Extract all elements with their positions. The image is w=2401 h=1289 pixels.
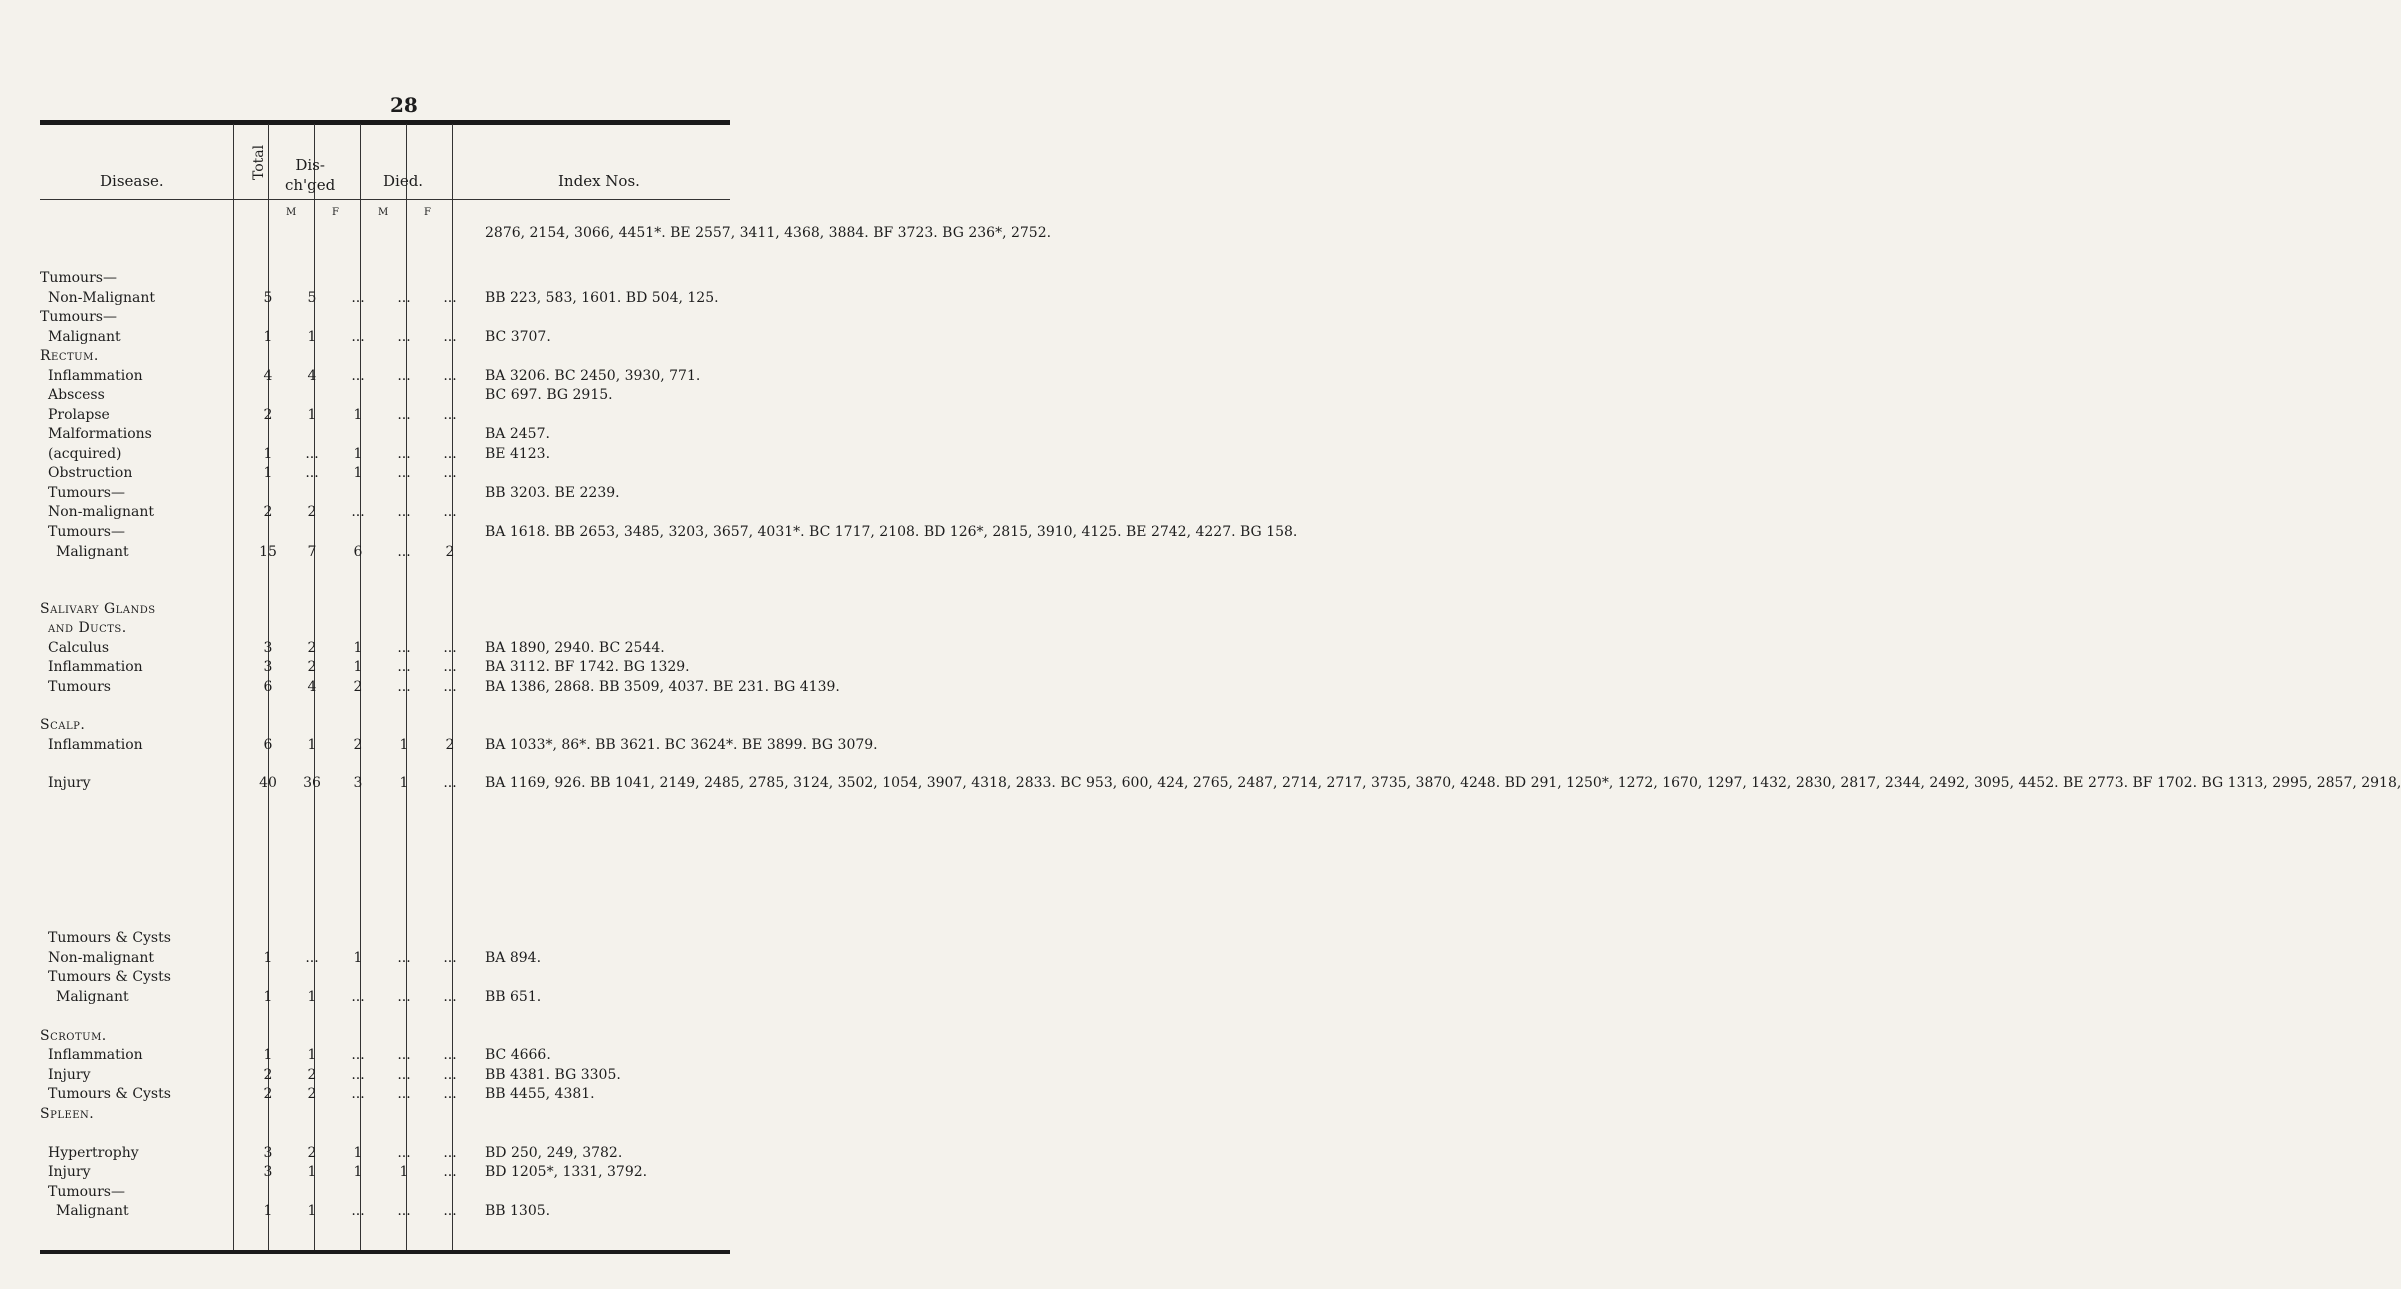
disease-cell: Tumours & Cysts [48,1086,171,1102]
died-f-cell: ... [443,1047,457,1063]
index-cell: BA 894. [485,950,542,966]
col-divider-1 [233,124,234,1250]
discharged-m-cell: 2 [307,1067,317,1083]
index-cell: BA 1618. BB 2653, 3485, 3203, 3657, 4031*. BC 1717, 2108. BD 126*, 2815, 3910, 4125. BE 2742, 4227. BG 158. [485,524,1298,540]
index-cell: BA 1386, 2868. BB 3509, 4037. BE 231. BG 4139. [485,679,840,695]
total-cell: 6 [263,679,273,695]
died-f-cell: ... [443,465,457,481]
died-f-cell: ... [443,329,457,345]
discharged-m-cell: 1 [307,989,317,1005]
disease-cell: Spleen. [40,1106,95,1122]
died-m-cell: ... [397,446,411,462]
total-cell: 4 [263,368,273,384]
died-m-cell: ... [397,1145,411,1161]
bottom-rule [40,1250,730,1254]
disease-cell: Scalp. [40,717,86,733]
disease-cell: Tumours & Cysts [48,969,171,985]
discharged-f-cell: ... [351,1203,365,1219]
disease-cell: Tumours— [40,309,117,325]
died-m-cell: 1 [399,775,409,791]
died-m-cell: 1 [399,737,409,753]
died-m-cell: ... [397,1047,411,1063]
discharged-f-cell: ... [351,1067,365,1083]
disease-cell: Tumours— [48,1184,125,1200]
discharged-f-cell: 3 [353,775,363,791]
disease-cell: Non-malignant [48,950,154,966]
died-m-cell: ... [397,659,411,675]
index-cell: BB 4455, 4381. [485,1086,595,1102]
died-f-cell: ... [443,290,457,306]
disease-cell: Scrotum. [40,1028,107,1044]
total-cell: 3 [263,1145,273,1161]
disease-cell: Obstruction [48,465,133,481]
died-f-cell: ... [443,775,457,791]
discharged-f-cell: 1 [353,407,363,423]
disease-cell: Tumours— [48,485,125,501]
header-total: Total [251,144,267,180]
total-cell: 40 [259,775,277,791]
discharged-m-cell: 2 [307,1145,317,1161]
died-m-cell: ... [397,544,411,560]
discharged-m-cell: 2 [307,1086,317,1102]
died-f-cell: ... [443,407,457,423]
died-m-cell: ... [397,329,411,345]
disease-cell: Non-Malignant [48,290,156,306]
discharged-m-cell: ... [305,465,319,481]
page-number: 28 [390,93,418,117]
total-cell: 2 [263,407,273,423]
died-f-cell: 2 [445,737,455,753]
disease-cell: Injury [48,775,91,791]
index-cell: BD 1205*, 1331, 3792. [485,1164,648,1180]
discharged-f-cell: ... [351,329,365,345]
discharged-f-cell: ... [351,290,365,306]
header-disease: Disease. [100,172,164,190]
disease-cell: Inflammation [48,659,143,675]
discharged-m-cell: 2 [307,504,317,520]
died-f-cell: ... [443,659,457,675]
disease-cell: Tumours & Cysts [48,930,171,946]
index-cell: BC 3707. [485,329,551,345]
discharged-f-cell: 2 [353,679,363,695]
discharged-f-cell: 6 [353,544,363,560]
index-cell: BB 1305. [485,1203,551,1219]
died-m-cell: ... [397,465,411,481]
discharged-m-cell: 1 [307,737,317,753]
discharged-f-cell: 2 [353,737,363,753]
disease-cell: Malignant [48,329,121,345]
index-cell: BE 4123. [485,446,551,462]
total-cell: 1 [263,989,273,1005]
total-cell: 2 [263,1067,273,1083]
discharged-f-cell: 1 [353,950,363,966]
disease-cell: Injury [48,1164,91,1180]
header-discharged: Dis- ch'ged [285,156,336,194]
discharged-m-cell: 1 [307,329,317,345]
discharged-m-cell: 2 [307,659,317,675]
discharged-m-cell: ... [305,950,319,966]
disease-cell: Non-malignant [48,504,154,520]
disease-cell: Inflammation [48,737,143,753]
index-cell: BD 250, 249, 3782. [485,1145,623,1161]
disease-cell: Malignant [56,989,129,1005]
total-cell: 3 [263,640,273,656]
total-cell: 3 [263,659,273,675]
index-cell: BA 3206. BC 2450, 3930, 771. [485,368,701,384]
index-cell: BA 2457. [485,426,550,442]
total-cell: 1 [263,1047,273,1063]
died-f-cell: ... [443,950,457,966]
discharged-m-cell: 1 [307,407,317,423]
index-cell: BB 3203. BE 2239. [485,485,620,501]
index-cell: BA 1890, 2940. BC 2544. [485,640,665,656]
died-m-cell: ... [397,290,411,306]
index-cell: BB 651. [485,989,542,1005]
died-f-cell: ... [443,1067,457,1083]
discharged-f-cell: ... [351,1086,365,1102]
disease-cell: (acquired) [48,446,122,462]
disease-cell: Tumours— [48,524,125,540]
discharged-f-cell: 1 [353,1145,363,1161]
total-cell: 2 [263,1086,273,1102]
died-f-cell: ... [443,1203,457,1219]
total-cell: 1 [263,446,273,462]
died-m-cell: ... [397,950,411,966]
died-m-cell: ... [397,989,411,1005]
disease-cell: Tumours— [40,270,117,286]
discharged-f-cell: 1 [353,446,363,462]
disease-cell: Malformations [48,426,152,442]
died-m-cell: ... [397,504,411,520]
total-cell: 1 [263,465,273,481]
index-cell: BA 1169, 926. BB 1041, 2149, 2485, 2785, 3124, 3502, 1054, 3907, 4318, 2833. BC 953, 600, 424, 2765, 2487, 2714, 2717, 3735, 3870, 4248. BD 291, 1250*, 1272, 1670, 1297, 1432, 2830, 2817, 2344, 2492, 3095, 4452. BE 2773. BF 1702. BG 1313, 2995, 2857, 2918, [485,775,2401,791]
discharged-m-cell: 1 [307,1047,317,1063]
discharged-m-cell: 1 [307,1203,317,1219]
died-f-cell: ... [443,1164,457,1180]
total-cell: 2 [263,504,273,520]
died-m-cell: ... [397,1086,411,1102]
died-f-cell: 2 [445,544,455,560]
discharged-f-cell: ... [351,504,365,520]
total-cell: 1 [263,950,273,966]
discharged-m-cell: 5 [307,290,317,306]
total-cell: 6 [263,737,273,753]
total-cell: 1 [263,329,273,345]
died-f-cell: ... [443,368,457,384]
died-m-cell: ... [397,368,411,384]
index-cell: BA 1033*, 86*. BB 3621. BC 3624*. BE 3899. BG 3079. [485,737,878,753]
discharged-m-cell: 36 [303,775,321,791]
died-f-cell: ... [443,679,457,695]
died-f-cell: ... [443,1145,457,1161]
died-f-cell: ... [443,446,457,462]
header-died: Died. [383,172,424,190]
total-cell: 3 [263,1164,273,1180]
sub-f2: F [424,207,431,218]
disease-cell: Injury [48,1067,91,1083]
died-f-cell: ... [443,640,457,656]
header-index: Index Nos. [558,172,640,190]
disease-cell: Abscess [48,387,105,403]
died-m-cell: ... [397,1067,411,1083]
disease-cell: Rectum. [40,348,99,364]
died-m-cell: ... [397,679,411,695]
discharged-m-cell: ... [305,446,319,462]
disease-cell: Inflammation [48,1047,143,1063]
index-cell: BC 4666. [485,1047,551,1063]
disease-cell: Malignant [56,1203,129,1219]
died-f-cell: ... [443,504,457,520]
died-m-cell: ... [397,1203,411,1219]
discharged-m-cell: 1 [307,1164,317,1180]
top-rule [40,120,730,125]
index-cell: BB 223, 583, 1601. BD 504, 125. [485,290,719,306]
disease-cell: Prolapse [48,407,110,423]
index-cell: 2876, 2154, 3066, 4451*. BE 2557, 3411, 4368, 3884. BF 3723. BG 236*, 2752. [485,225,1052,241]
index-cell: BA 3112. BF 1742. BG 1329. [485,659,690,675]
discharged-m-cell: 7 [307,544,317,560]
discharged-m-cell: 2 [307,640,317,656]
discharged-f-cell: ... [351,368,365,384]
sub-m2: M [378,207,389,218]
discharged-f-cell: 1 [353,659,363,675]
index-cell: BC 697. BG 2915. [485,387,613,403]
disease-cell: Malignant [56,544,129,560]
disease-cell: Hypertrophy [48,1145,139,1161]
disease-cell: Inflammation [48,368,143,384]
discharged-f-cell: 1 [353,640,363,656]
header-rule [40,199,730,200]
disease-cell: and Ducts. [48,620,127,636]
died-m-cell: 1 [399,1164,409,1180]
died-f-cell: ... [443,989,457,1005]
disease-cell: Tumours [48,679,111,695]
discharged-m-cell: 4 [307,679,317,695]
total-cell: 15 [259,544,277,560]
total-cell: 5 [263,290,273,306]
disease-cell: Calculus [48,640,110,656]
discharged-m-cell: 4 [307,368,317,384]
sub-m1: M [286,207,297,218]
discharged-f-cell: 1 [353,1164,363,1180]
index-cell: BB 4381. BG 3305. [485,1067,621,1083]
discharged-f-cell: 1 [353,465,363,481]
discharged-f-cell: ... [351,1047,365,1063]
died-m-cell: ... [397,640,411,656]
total-cell: 1 [263,1203,273,1219]
died-m-cell: ... [397,407,411,423]
sub-f1: F [332,207,339,218]
discharged-f-cell: ... [351,989,365,1005]
disease-cell: Salivary Glands [40,601,156,617]
died-f-cell: ... [443,1086,457,1102]
